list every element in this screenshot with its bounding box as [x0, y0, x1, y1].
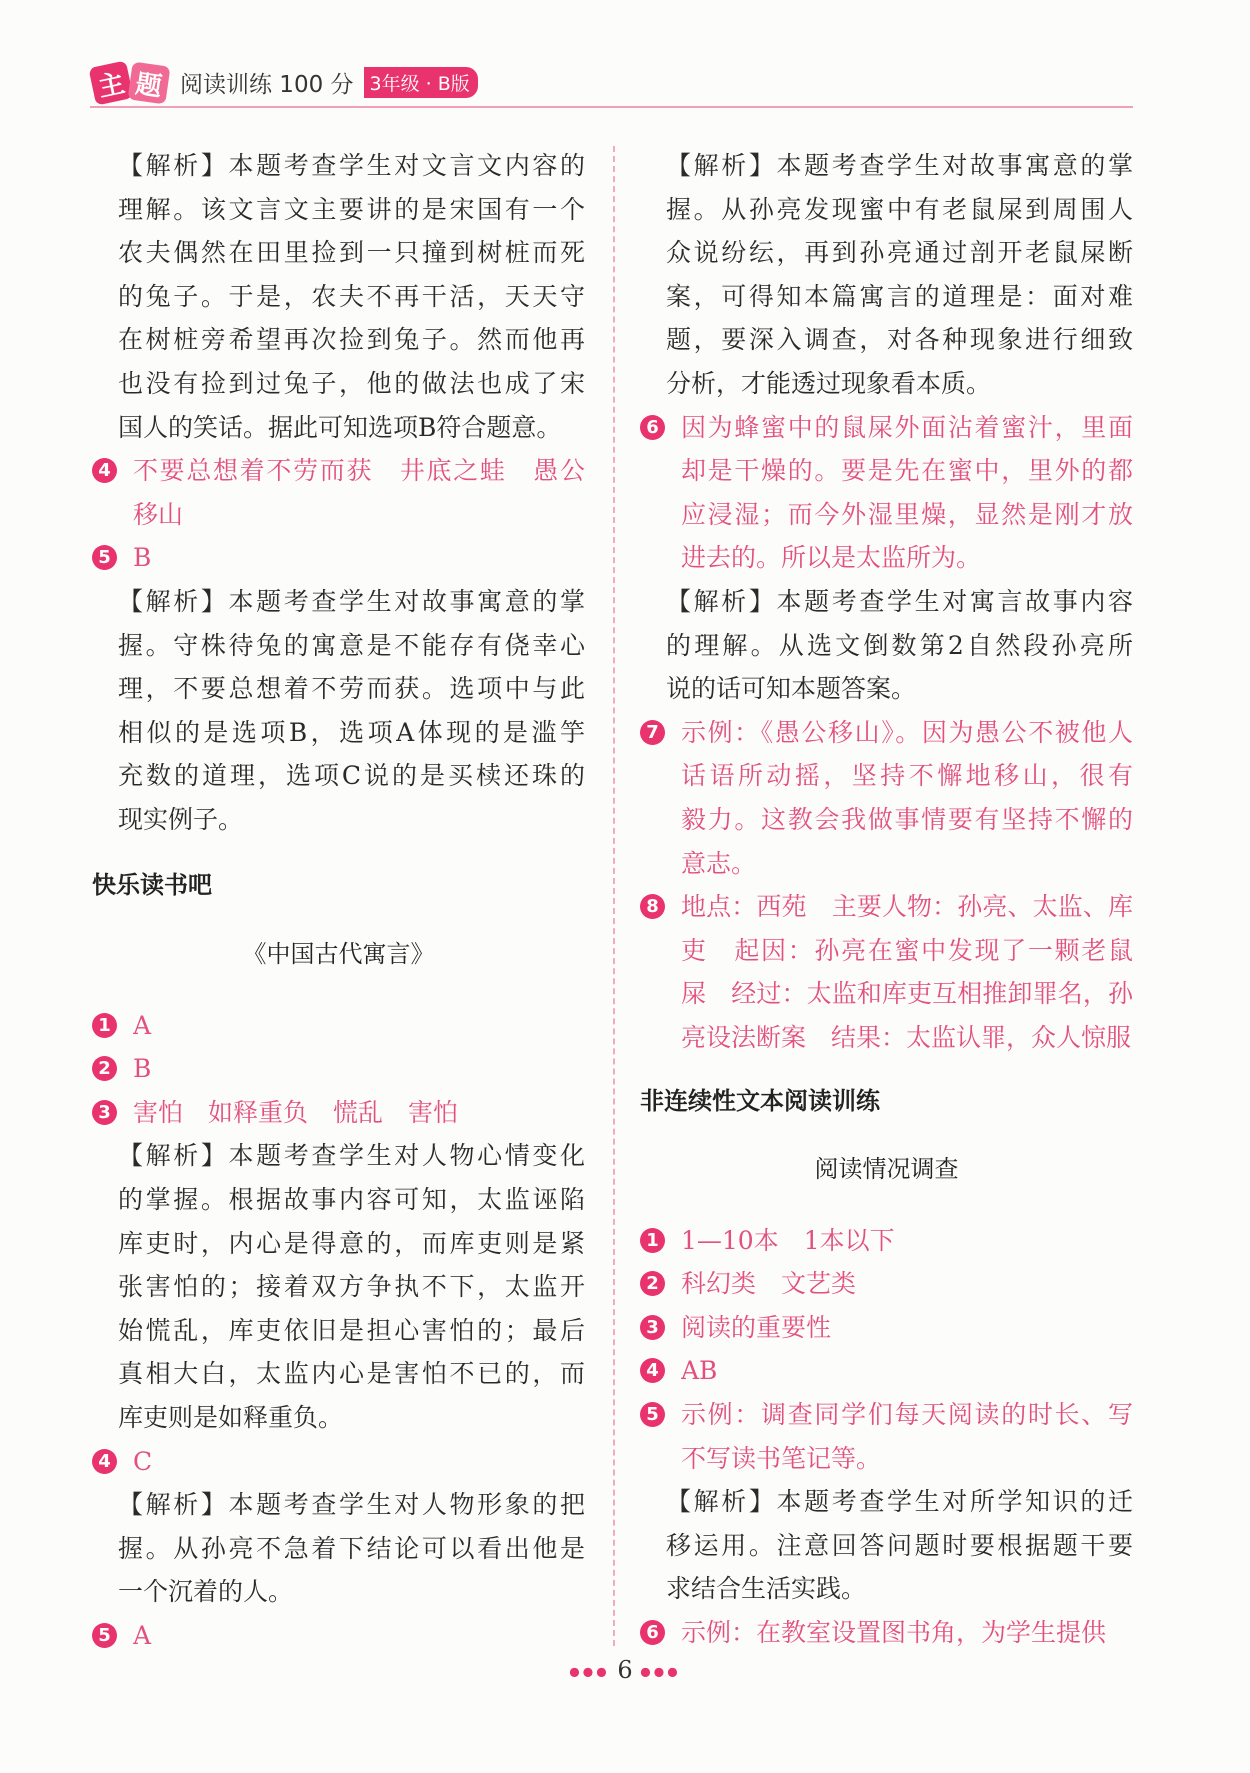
analysis-paragraph	[92, 580, 585, 842]
text-line: 移运用。注意回答问题时要根据题干要	[666, 1530, 1133, 1560]
text-line: 农夫偶然在田里捡到一只撞到树桩而死	[118, 238, 585, 268]
answer-item	[92, 536, 585, 580]
question-number-badge: 2	[640, 1271, 665, 1296]
section-heading: 快乐读书吧	[92, 870, 212, 899]
text-line: 众说纷纭，再到孙亮通过剖开老鼠屎断	[666, 238, 1133, 268]
question-number-badge: 1	[92, 1013, 117, 1038]
footer-dots-right: ●●●	[640, 1664, 681, 1679]
text-line: 1—10本 1本以下	[681, 1225, 895, 1255]
answer-item	[640, 406, 1133, 580]
answer-item	[640, 1306, 1133, 1350]
question-number-badge: 8	[640, 894, 665, 919]
text-line: 的掌握。根据故事内容可知，太监诬陷	[118, 1185, 585, 1215]
text-line: AB	[681, 1356, 718, 1386]
footer-dots-left: ●●●	[569, 1664, 610, 1679]
text-line: 国人的笑话。据此可知选项B符合题意。	[118, 412, 562, 442]
text-line: 【解析】本题考查学生对故事寓意的掌	[118, 586, 585, 616]
text-line: 真相大白，太监内心是害怕不已的，而	[118, 1359, 585, 1389]
text-line: 也没有捡到过兔子，他的做法也成了宋	[118, 368, 585, 398]
question-number-badge: 4	[640, 1358, 665, 1383]
text-line: 【解析】本题考查学生对文言文内容的	[118, 151, 585, 180]
text-line: 亮设法断案 结果：太监认罪，众人惊服	[681, 1022, 1132, 1052]
answer-item	[92, 1614, 585, 1658]
text-line: 的兔子。于是，农夫不再干活，天天守	[118, 281, 585, 311]
text-line: 应浸湿；而今外湿里燥，显然是刚才放	[681, 499, 1133, 529]
question-number-badge: 5	[640, 1402, 665, 1427]
text-line: A	[133, 1010, 152, 1040]
text-line: 求结合生活实践。	[666, 1574, 867, 1604]
text-line: 【解析】本题考查学生对人物心情变化	[118, 1141, 585, 1171]
page-number: 6	[617, 1656, 633, 1684]
text-line: 分析，才能透过现象看本质。	[666, 368, 992, 398]
answer-item	[640, 1393, 1133, 1480]
answer-item	[640, 885, 1133, 1059]
text-line: 库吏则是如释重负。	[118, 1403, 344, 1433]
question-number-badge: 7	[640, 720, 665, 745]
grade-badge: 3年级 · B版	[364, 67, 478, 98]
text-line: 吏 起因：孙亮在蜜中发现了一颗老鼠	[681, 935, 1133, 965]
answer-item	[640, 1262, 1133, 1306]
answer-item	[92, 1004, 585, 1048]
text-line: 毅力。这教会我做事情要有坚持不懈的	[681, 804, 1133, 834]
analysis-paragraph	[640, 580, 1133, 711]
text-line: 【解析】本题考查学生对所学知识的迁	[666, 1487, 1133, 1517]
text-line: 不要总想着不劳而获 井底之蛙 愚公	[133, 456, 585, 486]
logo-char: 主	[88, 60, 133, 105]
answer-item	[92, 1047, 585, 1091]
text-line: 始慌乱，库吏依旧是担心害怕的；最后	[118, 1315, 585, 1345]
text-line: C	[133, 1446, 153, 1476]
answer-item	[640, 711, 1133, 885]
question-number-badge: 6	[640, 415, 665, 440]
text-line: 【解析】本题考查学生对故事寓意的掌	[666, 151, 1133, 180]
text-line: 握。从孙亮不急着下结论可以看出他是	[118, 1533, 585, 1563]
answer-item	[92, 449, 585, 536]
text-line: 却是干燥的。要是先在蜜中，里外的都	[681, 456, 1133, 486]
question-number-badge: 3	[92, 1100, 117, 1125]
text-line: 库吏时，内心是得意的，而库吏则是紧	[118, 1228, 585, 1258]
text-line: 在树桩旁希望再次捡到兔子。然而他再	[118, 325, 585, 355]
text-line: B	[133, 543, 152, 573]
right-column	[640, 144, 1133, 1655]
text-line: 理，不要总想着不劳而获。选项中与此	[118, 674, 585, 704]
left-column	[92, 144, 585, 1658]
text-line: 【解析】本题考查学生对人物形象的把	[118, 1490, 585, 1520]
answer-item	[640, 1219, 1133, 1263]
question-number-badge: 6	[640, 1620, 665, 1645]
answer-item	[92, 1091, 585, 1135]
section-heading: 非连续性文本阅读训练	[640, 1087, 880, 1116]
text-line: 题，要深入调查，对各种现象进行细致	[666, 325, 1133, 355]
question-number-badge: 5	[92, 1623, 117, 1648]
text-line: 充数的道理，选项C说的是买椟还珠的	[118, 761, 585, 791]
page-footer	[0, 1656, 1250, 1684]
question-number-badge: 2	[92, 1056, 117, 1081]
text-line: 张害怕的；接着双方争执不下，太监开	[118, 1272, 585, 1302]
question-number-badge: 4	[92, 458, 117, 483]
series-logo	[90, 58, 172, 108]
text-line: 的理解。从选文倒数第2自然段孙亮所	[666, 630, 1133, 660]
answer-item	[640, 1611, 1133, 1655]
text-line: 移山	[133, 499, 184, 529]
text-line: 科幻类 文艺类	[681, 1269, 857, 1299]
text-line: 意志。	[681, 848, 757, 878]
column-divider	[613, 146, 615, 1646]
text-line: 屎 经过：太监和库吏互相推卸罪名，孙	[681, 979, 1133, 1009]
text-line: B	[133, 1054, 152, 1084]
text-line: 地点：西苑 主要人物：孙亮、太监、库	[681, 892, 1133, 922]
text-line: 【解析】本题考查学生对寓言故事内容	[666, 586, 1133, 616]
section-title: 阅读情况调查	[814, 1155, 959, 1184]
text-line: A	[133, 1621, 152, 1650]
analysis-paragraph	[92, 144, 585, 449]
book-title: 阅读训练 100 分	[180, 72, 354, 98]
analysis-paragraph	[92, 1134, 585, 1439]
question-number-badge: 1	[640, 1228, 665, 1253]
question-number-badge: 3	[640, 1315, 665, 1340]
text-line: 阅读的重要性	[681, 1312, 832, 1342]
question-number-badge: 4	[92, 1449, 117, 1474]
question-number-badge: 5	[92, 545, 117, 570]
section-title: 《中国古代寓言》	[242, 940, 435, 969]
text-line: 现实例子。	[118, 804, 244, 834]
text-line: 示例：《愚公移山》。因为愚公不被他人	[681, 717, 1133, 747]
logo-char: 题	[128, 62, 171, 105]
text-line: 相似的是选项B，选项A体现的是滥竽	[118, 717, 585, 747]
text-line: 不写读书笔记等。	[681, 1443, 882, 1473]
answer-item	[640, 1349, 1133, 1393]
text-line: 握。守株待兔的寓意是不能存有侥幸心	[118, 630, 585, 660]
answer-item	[92, 1440, 585, 1484]
text-line: 示例：调查同学们每天阅读的时长、写	[681, 1400, 1133, 1430]
text-line: 理解。该文言文主要讲的是宋国有一个	[118, 194, 585, 224]
text-line: 进去的。所以是太监所为。	[681, 543, 982, 573]
text-line: 握。从孙亮发现蜜中有老鼠屎到周围人	[666, 194, 1133, 224]
analysis-paragraph	[640, 144, 1133, 406]
header-title-row	[180, 66, 478, 99]
text-line: 因为蜂蜜中的鼠屎外面沾着蜜汁，里面	[681, 412, 1133, 442]
analysis-paragraph	[640, 1480, 1133, 1611]
text-line: 话语所动摇，坚持不懈地移山，很有	[681, 761, 1133, 791]
text-line: 一个沉着的人。	[118, 1577, 294, 1607]
text-line: 害怕 如释重负 慌乱 害怕	[133, 1097, 459, 1127]
text-line: 说的话可知本题答案。	[666, 674, 917, 704]
header-rule	[90, 106, 1133, 108]
text-line: 案，可得知本篇寓言的道理是：面对难	[666, 281, 1133, 311]
text-line: 示例：在教室设置图书角，为学生提供	[681, 1618, 1107, 1647]
analysis-paragraph	[92, 1483, 585, 1614]
